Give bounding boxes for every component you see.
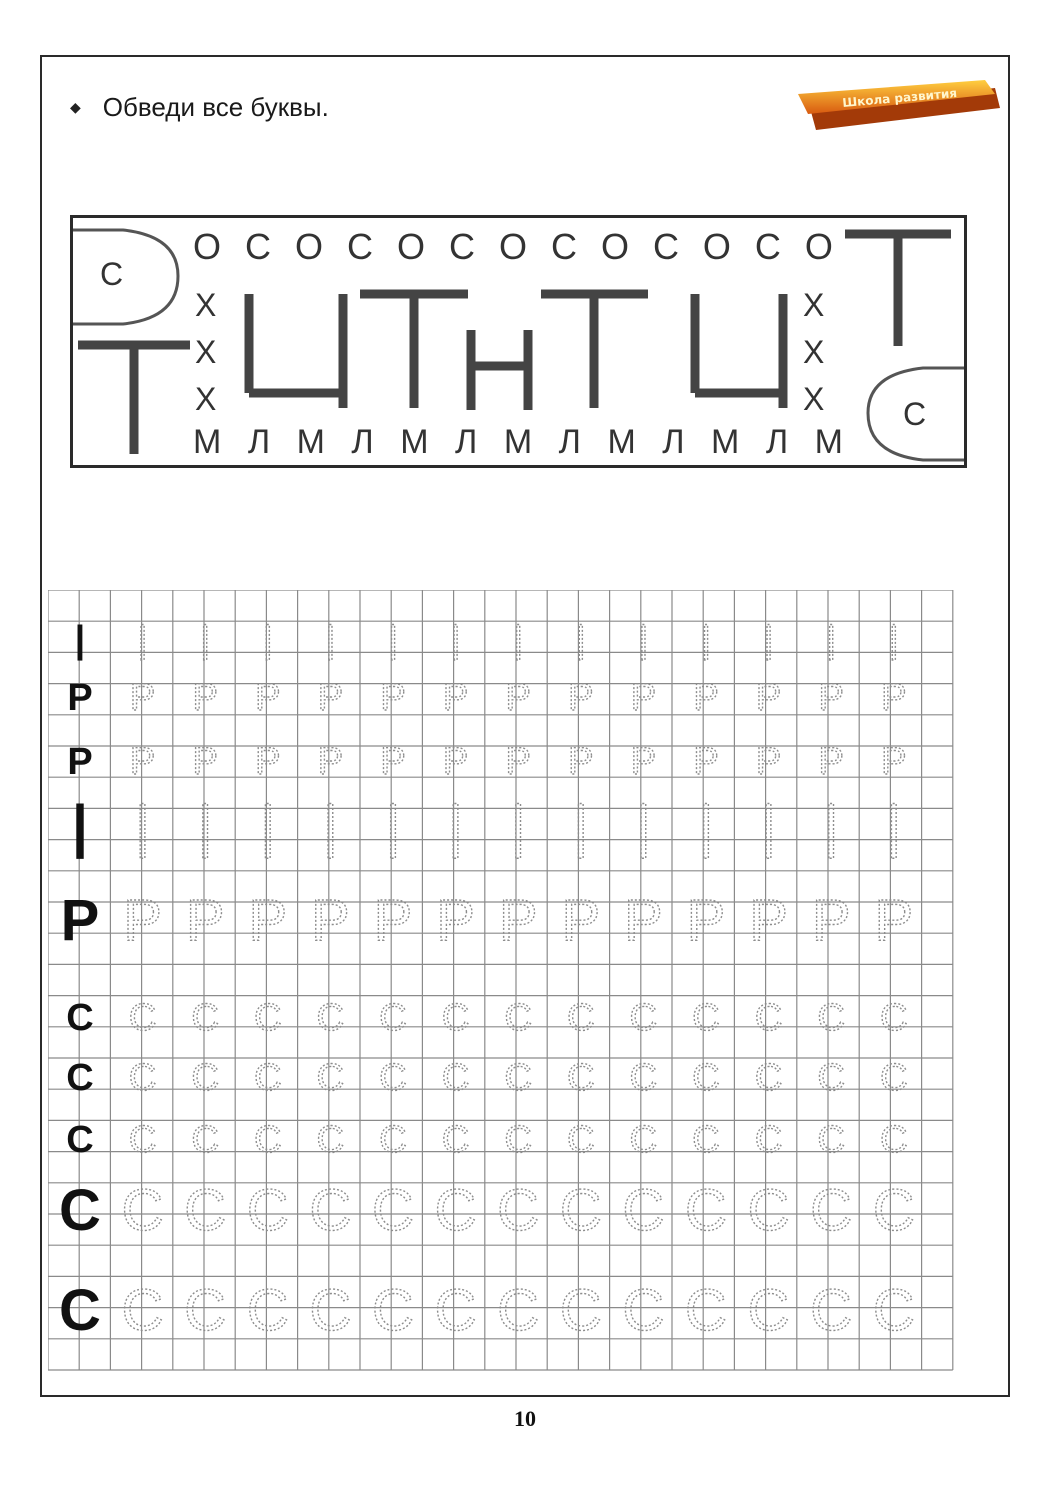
letter: Л — [662, 423, 685, 461]
letter: Х — [195, 287, 217, 323]
trace-letter: С — [254, 1119, 282, 1161]
letter: М — [607, 423, 636, 461]
corner-shape-top-left — [73, 230, 178, 324]
big-letter-t-1 — [360, 294, 468, 408]
trace-letter: Р — [123, 888, 162, 953]
letter: Л — [558, 423, 581, 461]
trace-letter: С — [504, 997, 532, 1039]
big-letter-ts-1 — [249, 294, 343, 408]
trace-letter: | — [826, 619, 837, 661]
model-letter: | — [74, 619, 86, 661]
model-letter: С — [66, 1057, 94, 1099]
trace-letter: Р — [693, 677, 719, 719]
letter: Х — [803, 287, 825, 323]
trace-letter: Р — [881, 677, 907, 719]
trace-letter: Р — [436, 888, 475, 953]
trace-letter: С — [692, 1057, 720, 1099]
letter: О — [498, 226, 527, 267]
model-letter: С — [66, 1119, 94, 1161]
model-letter: | — [71, 794, 89, 859]
letter-row-m-l — [193, 423, 843, 462]
trace-letter: С — [810, 1278, 853, 1343]
trace-letter: Р — [248, 888, 288, 953]
grid-lines — [48, 590, 953, 1370]
trace-letter: С — [441, 1057, 470, 1099]
letter: О — [396, 226, 425, 267]
trace-letter: Р — [881, 741, 907, 783]
letter: Л — [247, 423, 271, 461]
trace-letter: | — [388, 619, 398, 661]
trace-letter: Р — [561, 888, 601, 953]
letter: С — [448, 226, 475, 267]
trace-letter: С — [880, 1119, 908, 1161]
trace-letter: С — [254, 997, 282, 1039]
letter: С — [754, 226, 781, 267]
trace-letter: С — [872, 1278, 915, 1343]
trace-letter: С — [747, 1178, 790, 1243]
trace-letter: | — [450, 619, 461, 661]
trace-letter: Р — [568, 741, 594, 783]
trace-letter: С — [747, 1278, 790, 1343]
trace-letter: Р — [380, 741, 406, 783]
bullet-icon: ◆ — [70, 99, 81, 115]
trace-letter: С — [685, 1178, 727, 1243]
letter: М — [400, 423, 429, 461]
trace-letter: С — [754, 1057, 783, 1099]
trace-letter: Р — [505, 741, 531, 783]
trace-letter: С — [497, 1278, 540, 1343]
trace-letter: Р — [317, 741, 344, 783]
letter: Л — [351, 423, 374, 461]
trace-letter: Р — [818, 741, 844, 783]
trace-letter: С — [246, 1278, 289, 1343]
trace-letter: | — [701, 619, 711, 661]
trace-letter: | — [763, 619, 774, 661]
trace-letter: С — [128, 1119, 157, 1161]
trace-letter: С — [622, 1178, 665, 1243]
svg-text:Школа развития: Школа развития — [841, 86, 958, 111]
trace-letter: С — [872, 1178, 915, 1243]
trace-letter: | — [262, 619, 273, 661]
trace-letter: С — [379, 1057, 407, 1099]
trace-letter: Р — [755, 741, 782, 783]
trace-letter: С — [121, 1178, 164, 1243]
trace-letter: С — [504, 1057, 532, 1099]
instruction-text: Обведи все буквы. — [102, 92, 329, 122]
trace-letter: Р — [255, 741, 281, 783]
model-letter: Р — [67, 741, 93, 783]
trace-letter: | — [886, 794, 902, 859]
letter: О — [804, 226, 833, 267]
letter: Л — [455, 423, 478, 461]
trace-letter: | — [510, 794, 526, 859]
trace-letter: Р — [693, 741, 719, 783]
trace-letter: С — [434, 1178, 477, 1243]
trace-letter: Р — [630, 741, 657, 783]
trace-letter: Р — [505, 677, 531, 719]
trace-letter: С — [191, 1119, 219, 1161]
trace-letter: С — [629, 1119, 658, 1161]
trace-letter: С — [246, 1178, 289, 1243]
trace-letter: С — [692, 1119, 720, 1161]
trace-letter: С — [379, 997, 407, 1039]
trace-letter: | — [197, 794, 213, 859]
trace-letter: С — [316, 1119, 345, 1161]
big-letter-t-right — [845, 234, 951, 346]
letter: М — [193, 423, 222, 461]
trace-letter: С — [184, 1278, 227, 1343]
letter: Х — [195, 334, 217, 370]
trace-letter: С — [316, 1057, 345, 1099]
model-letter: С — [59, 1278, 101, 1343]
trace-letter: С — [191, 1057, 219, 1099]
letter: М — [296, 423, 325, 461]
trace-letter: С — [810, 1178, 853, 1243]
trace-letter: С — [316, 997, 345, 1039]
trace-letter: Р — [442, 677, 469, 719]
letter: Х — [803, 381, 825, 417]
corner-letter-c-left: С — [100, 256, 124, 292]
letter: С — [245, 226, 271, 267]
trace-letter: С — [622, 1278, 665, 1343]
trace-letter: Р — [129, 677, 156, 719]
trace-letter: С — [880, 1057, 908, 1099]
trace-letter: | — [573, 794, 589, 859]
trace-letter: | — [513, 619, 524, 661]
trace-letter: С — [817, 1119, 845, 1161]
trace-letter: Р — [818, 677, 844, 719]
trace-letter: Р — [686, 888, 726, 953]
letter-row-o-s — [193, 226, 833, 268]
instruction — [70, 92, 329, 123]
trace-letter: Р — [192, 677, 218, 719]
trace-letter: С — [817, 1057, 845, 1099]
trace-letter: С — [559, 1278, 602, 1343]
letter: М — [503, 423, 533, 461]
trace-letter: | — [575, 619, 586, 661]
letter: Л — [765, 423, 789, 461]
trace-letter: Р — [185, 888, 225, 953]
trace-letter: Р — [317, 677, 344, 719]
trace-letter: Р — [380, 677, 406, 719]
trace-letter: С — [567, 1119, 595, 1161]
trace-letter: Р — [311, 888, 350, 953]
trace-letter: Р — [630, 677, 657, 719]
letter: С — [550, 226, 577, 267]
trace-letter: Р — [255, 677, 281, 719]
trace-letter: Р — [192, 741, 218, 783]
trace-letter: | — [325, 619, 336, 661]
page-number: 10 — [514, 1406, 536, 1431]
trace-letter: С — [121, 1278, 164, 1343]
trace-letter: С — [685, 1278, 727, 1343]
trace-letter: С — [692, 997, 720, 1039]
trace-letter: Р — [874, 888, 914, 953]
practice-grid — [48, 590, 983, 1380]
big-letter-t-2 — [541, 294, 648, 408]
trace-letter: | — [200, 619, 211, 661]
trace-letter: С — [372, 1178, 414, 1243]
trace-letter: С — [128, 1057, 157, 1099]
trace-letter: | — [761, 794, 777, 859]
model-letter: С — [66, 997, 94, 1039]
trace-letter: С — [754, 997, 783, 1039]
trace-letter: С — [817, 997, 845, 1039]
big-letter-ts-2 — [695, 294, 783, 408]
big-letter-n — [471, 330, 528, 410]
corner-letter-c-right: С — [903, 396, 927, 432]
trace-letter: | — [638, 619, 649, 661]
trace-letter: | — [137, 619, 148, 661]
model-letter: Р — [60, 888, 100, 953]
trace-letter: Р — [498, 888, 538, 953]
trace-letter: С — [567, 1057, 595, 1099]
trace-letter: С — [880, 997, 908, 1039]
trace-letter: С — [191, 997, 219, 1039]
model-letter: Р — [67, 677, 93, 719]
trace-letter: | — [322, 794, 338, 859]
trace-letter: С — [441, 1119, 470, 1161]
trace-letter: С — [754, 1119, 783, 1161]
trace-letter: | — [135, 794, 151, 859]
letter-column-x-right — [803, 282, 824, 423]
trace-letter: Р — [755, 677, 782, 719]
letter: Х — [803, 334, 825, 370]
trace-letter: С — [567, 997, 595, 1039]
model-letter: С — [59, 1178, 101, 1243]
trace-letter: С — [497, 1178, 540, 1243]
trace-letter: Р — [811, 888, 851, 953]
trace-letter: | — [823, 794, 839, 859]
trace-letter: С — [128, 997, 157, 1039]
trace-letter: С — [309, 1178, 352, 1243]
letter: С — [346, 226, 373, 267]
trace-letter: С — [629, 1057, 658, 1099]
letter: М — [711, 423, 740, 461]
trace-letter: С — [441, 997, 470, 1039]
letter: О — [600, 226, 629, 267]
trace-letter: С — [559, 1178, 602, 1243]
big-letter-t-left — [78, 345, 190, 454]
trace-letter: Р — [568, 677, 594, 719]
letter: О — [294, 226, 323, 267]
trace-letter: Р — [442, 741, 469, 783]
letter-column-x-left — [195, 282, 216, 423]
letter: С — [652, 226, 679, 267]
letter: О — [702, 226, 731, 267]
trace-letter: | — [698, 794, 714, 859]
trace-letter: | — [260, 794, 276, 859]
trace-letter: С — [504, 1119, 532, 1161]
trace-letter: С — [309, 1278, 352, 1343]
trace-letter: | — [385, 794, 401, 859]
letter-tracing-box — [70, 215, 967, 468]
letter: Х — [195, 381, 217, 417]
trace-letter: Р — [749, 888, 788, 953]
trace-letter: С — [372, 1278, 414, 1343]
letter: М — [814, 423, 843, 461]
trace-letter: Р — [129, 741, 156, 783]
trace-letter: С — [184, 1178, 227, 1243]
publisher-logo — [790, 74, 1005, 134]
trace-letter: Р — [624, 888, 663, 953]
trace-letter: С — [434, 1278, 477, 1343]
trace-letter: С — [629, 997, 658, 1039]
letter: О — [193, 226, 222, 267]
trace-letter: С — [379, 1119, 407, 1161]
trace-letter: Р — [373, 888, 413, 953]
trace-letter: | — [635, 794, 651, 859]
trace-letter: | — [888, 619, 899, 661]
trace-letter: | — [448, 794, 464, 859]
trace-letter: С — [254, 1057, 282, 1099]
